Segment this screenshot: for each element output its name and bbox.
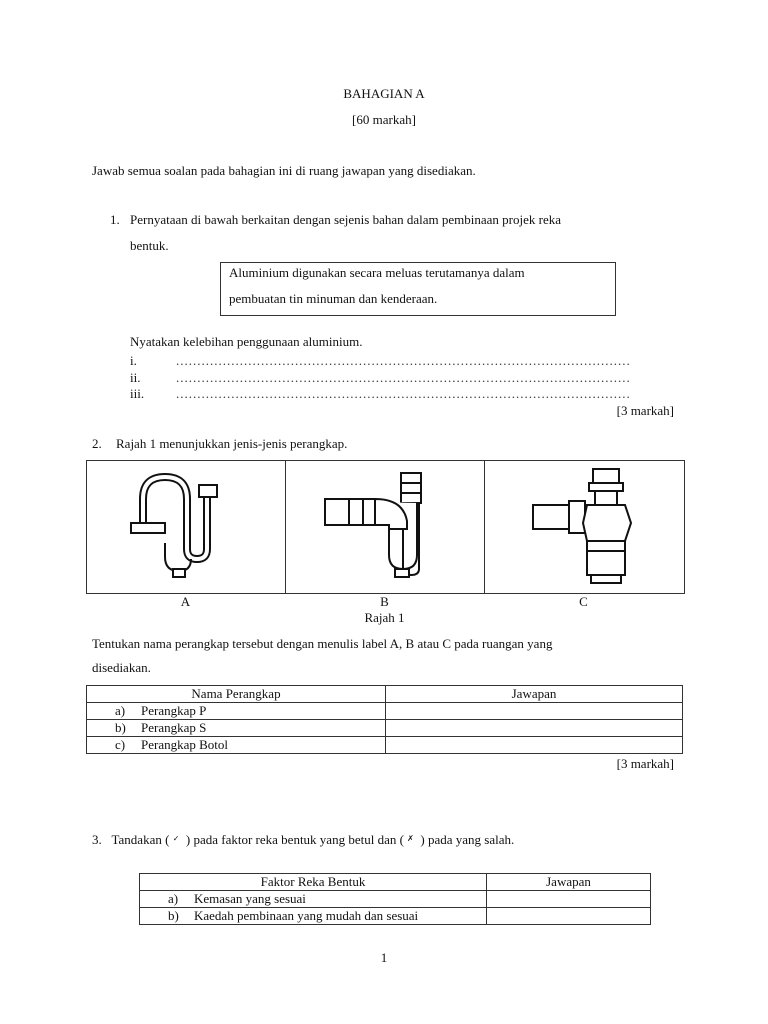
q1-text-line2: bentuk. (130, 238, 169, 253)
table-header-row (87, 686, 683, 703)
q1-line-iii-label: iii. (130, 386, 145, 401)
table-cell-item (140, 891, 487, 908)
q2-marks: [3 markah] (616, 756, 674, 771)
q1-marks: [3 markah] (616, 403, 674, 418)
figure-traps (86, 460, 685, 594)
q1-prompt: Nyatakan kelebihan penggunaan aluminium. (130, 334, 363, 349)
row-name: Kemasan yang sesuai (194, 891, 306, 906)
answer-cell[interactable] (487, 908, 651, 925)
table-header-name: Nama Perangkap (87, 686, 386, 703)
row-letter: b) (115, 720, 126, 735)
q2-answer-table (86, 685, 683, 754)
q1-statement-box (220, 262, 616, 316)
q2-text: Rajah 1 menunjukkan jenis-jenis perangkap. (116, 436, 348, 451)
table-cell-item (87, 703, 386, 720)
trap-c-illustration (523, 467, 653, 587)
answer-cell[interactable] (386, 703, 683, 720)
q1-number: 1. (110, 212, 120, 227)
table-row (87, 720, 683, 737)
section-title: BAHAGIAN A (343, 86, 425, 101)
q1-box-line1: Aluminium digunakan secara meluas terutamanya dalam (229, 265, 525, 280)
q2-number: 2. (92, 436, 102, 451)
cross-icon: ✗ (407, 834, 414, 843)
q1-line-ii-label: ii. (130, 370, 141, 385)
row-letter: a) (168, 891, 179, 906)
table-cell-item (140, 908, 487, 925)
answer-cell[interactable] (386, 720, 683, 737)
q1-box-line2: pembuatan tin minuman dan kenderaan. (229, 291, 438, 306)
figure-label-c: C (579, 594, 588, 609)
trap-a-illustration (125, 469, 235, 584)
row-name: Perangkap S (141, 720, 207, 735)
instruction-text: Jawab semua soalan pada bahagian ini di ruang jawapan yang disediakan. (92, 163, 476, 178)
row-letter: a) (115, 703, 126, 718)
q1-answer-line-iii[interactable]: ........................................................................................................... (176, 386, 631, 401)
trap-b-illustration (323, 469, 453, 584)
tick-icon: ✓ (172, 834, 180, 843)
row-name: Kaedah pembinaan yang mudah dan sesuai (194, 908, 419, 923)
figure-caption: Rajah 1 (364, 610, 405, 625)
q3-text-b: ) pada faktor reka bentuk yang betul dan ( (185, 832, 404, 847)
figure-divider (285, 461, 286, 593)
table-header-row (140, 874, 651, 891)
figure-divider (484, 461, 485, 593)
page-number: 1 (380, 950, 388, 965)
row-letter: b) (168, 908, 179, 923)
table-cell-item (87, 737, 386, 754)
q1-line-i-label: i. (130, 353, 137, 368)
table-row (140, 891, 651, 908)
figure-label-a: A (180, 594, 191, 609)
q1-answer-line-i[interactable]: ........................................................................................................... (176, 353, 631, 368)
table-header-answer: Jawapan (487, 874, 651, 891)
table-row (87, 737, 683, 754)
table-cell-item (87, 720, 386, 737)
q2-instruction-line1: Tentukan nama perangkap tersebut dengan menulis label A, B atau C pada ruangan yang (92, 636, 553, 651)
row-name: Perangkap Botol (141, 737, 229, 752)
table-header-factor: Faktor Reka Bentuk (140, 874, 487, 891)
table-header-answer: Jawapan (386, 686, 683, 703)
q3-answer-table (139, 873, 651, 925)
q3-instruction (92, 832, 514, 848)
answer-cell[interactable] (386, 737, 683, 754)
q3-number: 3. (92, 832, 102, 847)
table-row (87, 703, 683, 720)
row-name: Perangkap P (141, 703, 207, 718)
table-row (140, 908, 651, 925)
row-letter: c) (115, 737, 126, 752)
q1-answer-line-ii[interactable]: ........................................................................................................... (176, 370, 631, 385)
q3-text-a: Tandakan ( (111, 832, 170, 847)
answer-cell[interactable] (487, 891, 651, 908)
figure-label-b: B (380, 594, 389, 609)
section-marks: [60 markah] (352, 112, 416, 127)
q3-text-c: ) pada yang salah. (420, 832, 515, 847)
q2-instruction-line2: disediakan. (92, 660, 151, 675)
q1-text-line1: Pernyataan di bawah berkaitan dengan sejenis bahan dalam pembinaan projek reka (130, 212, 561, 227)
